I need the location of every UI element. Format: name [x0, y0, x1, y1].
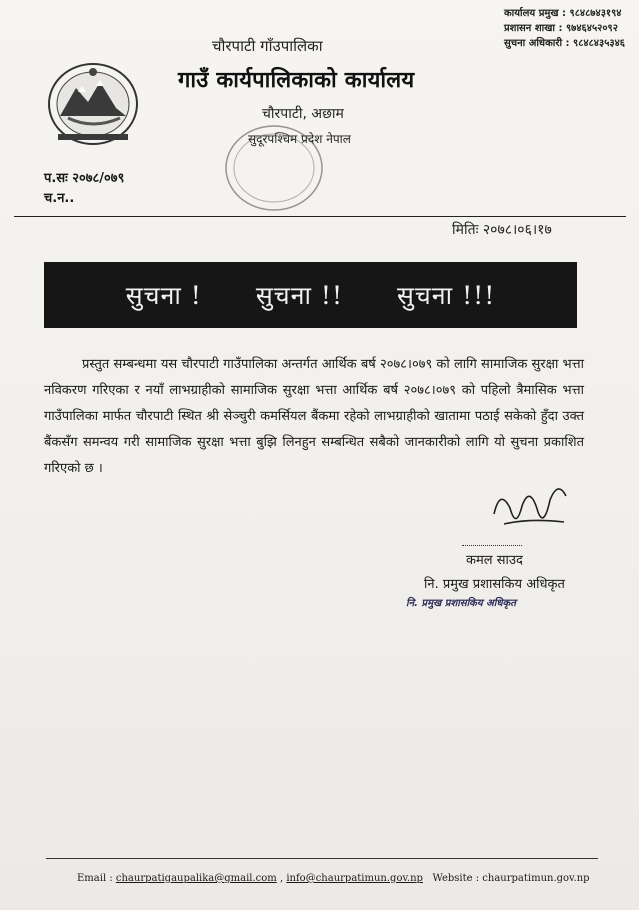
notice-date: मितिः २०७८।०६।१७: [452, 222, 552, 238]
website-link[interactable]: chaurpatimun.gov.np: [482, 873, 590, 884]
contact-numbers: [504, 6, 625, 51]
signer-title-stamp: नि. प्रमुख प्रशासकिय अधिकृत: [406, 598, 516, 609]
website-label: Website :: [422, 873, 483, 884]
notice-banner: [44, 262, 577, 328]
footer-contact: [77, 873, 590, 884]
office-title: गाउँ कार्यपालिकाको कार्यालय: [178, 68, 415, 93]
signer-name: कमल साउद: [466, 553, 523, 568]
email-link-2[interactable]: info@chaurpatimun.gov.np: [286, 873, 423, 884]
header-divider: [14, 216, 626, 217]
signature-line: [462, 545, 522, 546]
office-address: चौरपाटी, अछाम: [262, 106, 344, 122]
official-round-stamp: [218, 118, 330, 218]
information-officer-phone: सुचना अधिकारी : ९८४८४३५३४६: [503, 38, 625, 49]
office-head-phone: कार्यालय प्रमुख : ९८४८७४३१९४: [503, 8, 622, 19]
dispatch-number: च.न..: [44, 191, 75, 206]
province-name: सुदूरपश्चिम प्रदेश नेपाल: [248, 132, 351, 146]
footer-divider: [46, 858, 598, 859]
government-emblem-logo: [38, 58, 148, 150]
admin-section-phone: प्रशासन शाखा : ९७४६४५२०९२: [503, 23, 618, 34]
banner-text-3: सुचना !!!: [397, 281, 496, 310]
letter-reference-number: प.सः २०७८/०७९: [44, 171, 125, 186]
signer-title: नि. प्रमुख प्रशासकिय अधिकृत: [424, 577, 565, 592]
banner-text-2: सुचना !!: [255, 281, 344, 310]
handwritten-signature: [480, 478, 580, 548]
email-separator: ,: [276, 873, 287, 884]
email-link-1[interactable]: chaurpatigaupalika@gmail.com: [115, 873, 277, 884]
notice-body: प्रस्तुत सम्बन्धमा यस चौरपाटी गाउँपालिका अन्तर्गत आर्थिक बर्ष २०७८।०७९ को लागि सामाजिक सुरक्षा भत्ता नविकरण गरिएका र नयाँ लाभग्राहीको सामाजिक सुरक्षा भत्ता आर्थिक बर्ष २०७८।०७९ को पहिलो त्रैमासिक भत्ता गाउँपालिका मार्फत चौरपाटी स्थित श्री सेञ्चुरी कमर्सियल बैंकमा रहेको लाभग्राहीको खातामा पठाई सकेको हुँदा उक्त बैंकसँग समन्वय गरी सामाजिक सुरक्षा भत्ता बुझि लिनहुन सम्बन्धित सबैको जानकारीको लागि यो सुचना प्रकाशित गरिएको छ ।: [44, 357, 584, 476]
municipality-name: चौरपाटी गाँउपालिका: [212, 37, 323, 55]
email-label: Email :: [77, 873, 116, 884]
banner-text-1: सुचना !: [125, 281, 202, 310]
